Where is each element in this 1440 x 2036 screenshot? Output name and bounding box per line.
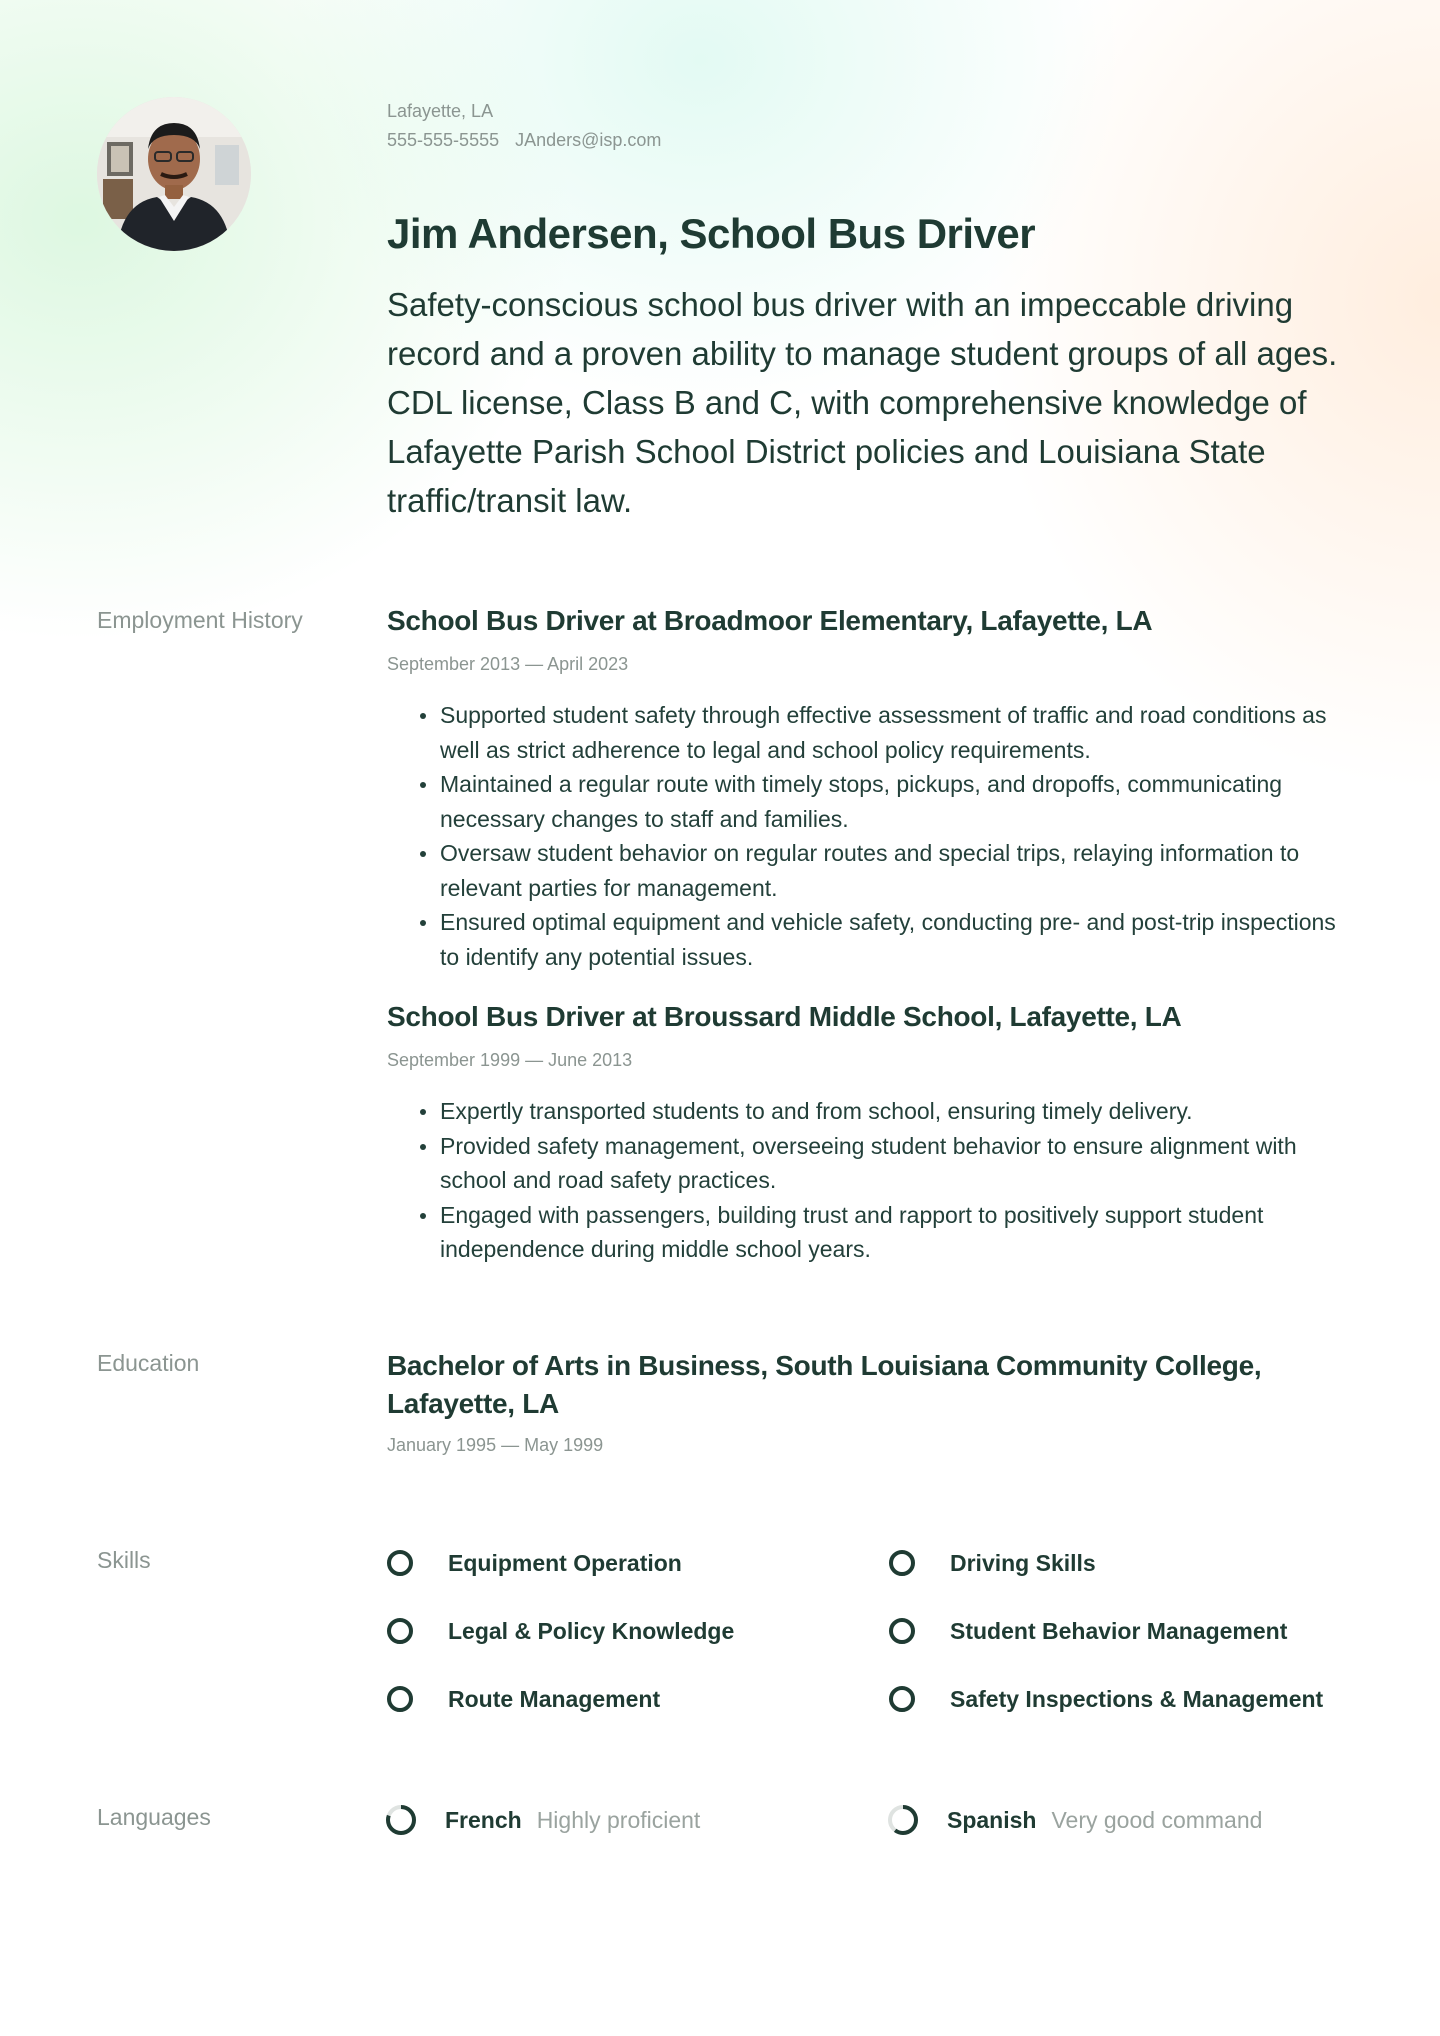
job-title: School Bus Driver at Broussard Middle School, Lafayette, LA bbox=[387, 1001, 1182, 1032]
job-dates: September 2013 — April 2023 bbox=[387, 654, 629, 674]
skill-label: Safety Inspections & Management bbox=[950, 1685, 1324, 1712]
proficiency-ring-icon bbox=[384, 1803, 418, 1837]
professional-summary: Safety-conscious school bus driver with an impeccable driving record and a proven ability to manage student groups of all ages. CDL license, Class B and C, with comprehensive knowledge of Lafayette Parish School District policies and Louisiana State traffic/transit law. bbox=[387, 286, 1338, 519]
skill-item bbox=[889, 1545, 1096, 1581]
location: Lafayette, LA bbox=[387, 101, 494, 121]
email[interactable]: JAnders@isp.com bbox=[515, 130, 662, 150]
avatar-photo bbox=[97, 97, 251, 251]
skill-item bbox=[387, 1681, 660, 1717]
proficiency-ring-icon bbox=[886, 1803, 920, 1837]
skill-ring-icon bbox=[387, 1550, 413, 1576]
avatar bbox=[97, 97, 251, 251]
section-label-employment: Employment History bbox=[97, 607, 303, 633]
contact-line bbox=[387, 126, 661, 155]
skill-ring-icon bbox=[889, 1618, 915, 1644]
contact-info bbox=[387, 97, 661, 155]
language-level: Highly proficient bbox=[536, 1806, 701, 1833]
skill-ring-icon bbox=[889, 1686, 915, 1712]
skill-label: Equipment Operation bbox=[448, 1549, 682, 1576]
language-item bbox=[384, 1802, 700, 1838]
section-label-languages: Languages bbox=[97, 1804, 211, 1830]
skill-ring-icon bbox=[889, 1550, 915, 1576]
skill-item bbox=[387, 1545, 682, 1581]
job-entry bbox=[387, 602, 1347, 974]
education-entry bbox=[387, 1347, 1347, 1456]
education-title: Bachelor of Arts in Business, South Louisiana Community College, Lafayette, LA bbox=[387, 1350, 1262, 1419]
list-item: Expertly transported students to and from school, ensuring timely delivery. bbox=[440, 1094, 1347, 1129]
section-label-education: Education bbox=[97, 1350, 200, 1376]
job-bullets bbox=[387, 1094, 1347, 1267]
list-item: Provided safety management, overseeing student behavior to ensure alignment with school and road safety practices. bbox=[440, 1129, 1347, 1198]
skill-label: Student Behavior Management bbox=[950, 1617, 1288, 1644]
page-title: Jim Andersen, School Bus Driver bbox=[387, 210, 1036, 257]
skill-label: Legal & Policy Knowledge bbox=[448, 1617, 735, 1644]
language-name: French bbox=[445, 1806, 522, 1833]
skill-ring-icon bbox=[387, 1686, 413, 1712]
skill-ring-icon bbox=[387, 1618, 413, 1644]
skill-item bbox=[889, 1613, 1287, 1649]
phone[interactable]: 555-555-5555 bbox=[387, 130, 500, 150]
language-level: Very good command bbox=[1051, 1806, 1263, 1833]
list-item: Ensured optimal equipment and vehicle safety, conducting pre- and post-trip inspections to identify any potential issues. bbox=[440, 905, 1347, 974]
list-item: Supported student safety through effective assessment of traffic and road conditions as well as strict adherence to legal and school policy requirements. bbox=[440, 698, 1347, 767]
job-title: School Bus Driver at Broadmoor Elementary, Lafayette, LA bbox=[387, 605, 1153, 636]
list-item: Oversaw student behavior on regular routes and special trips, relaying information to relevant parties for management. bbox=[440, 836, 1347, 905]
skill-item bbox=[387, 1613, 734, 1649]
skill-item bbox=[889, 1681, 1323, 1717]
skill-label: Route Management bbox=[448, 1685, 661, 1712]
job-dates: September 1999 — June 2013 bbox=[387, 1050, 633, 1070]
job-bullets bbox=[387, 698, 1347, 974]
language-name: Spanish bbox=[947, 1806, 1037, 1833]
language-item bbox=[886, 1802, 1262, 1838]
section-label-skills: Skills bbox=[97, 1547, 151, 1573]
job-entry bbox=[387, 998, 1347, 1267]
skill-label: Driving Skills bbox=[950, 1549, 1096, 1576]
list-item: Maintained a regular route with timely stops, pickups, and dropoffs, communicating necessary changes to staff and families. bbox=[440, 767, 1347, 836]
education-dates: January 1995 — May 1999 bbox=[387, 1435, 604, 1455]
list-item: Engaged with passengers, building trust and rapport to positively support student independence during middle school years. bbox=[440, 1198, 1347, 1267]
